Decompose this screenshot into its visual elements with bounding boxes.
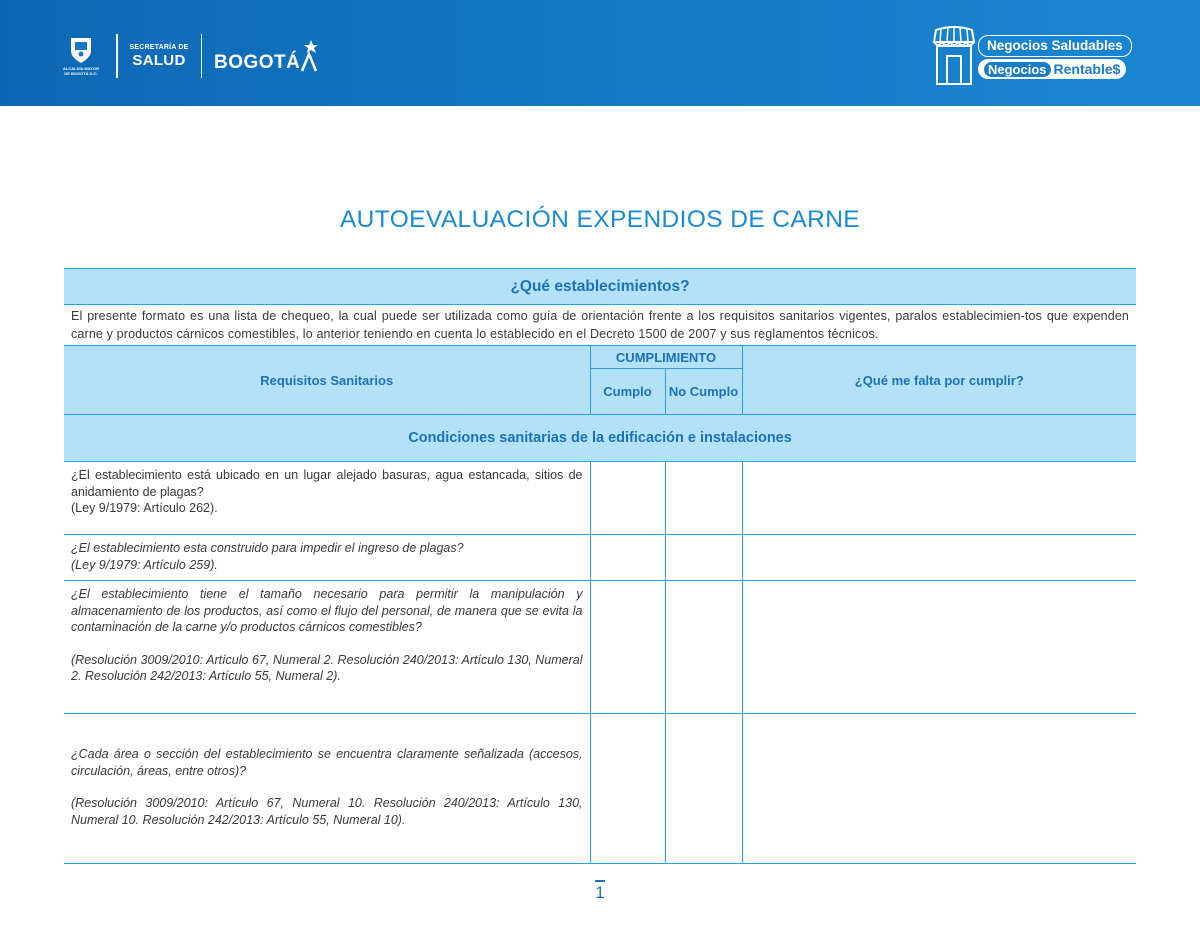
page-number-bar: [595, 880, 605, 882]
cumplo-cell[interactable]: [590, 581, 665, 714]
store-icon: [932, 26, 976, 86]
falta-cell[interactable]: [742, 714, 1136, 864]
page-number-value: 1: [595, 882, 605, 902]
secretaria-salud-logo: [130, 44, 189, 69]
col-falta-header: ¿Qué me falta por cumplir?: [742, 346, 1136, 415]
col-cumplimiento-header: CUMPLIMIENTO: [590, 346, 742, 369]
no-cumplo-cell[interactable]: [665, 714, 742, 864]
table-row: [64, 581, 1136, 714]
brand-line2-a: Negocios: [984, 62, 1051, 77]
cumplo-cell[interactable]: [590, 535, 665, 581]
cumplo-cell[interactable]: [590, 462, 665, 535]
col-cumplo-header: Cumplo: [590, 369, 665, 415]
government-logos: [58, 30, 320, 82]
falta-cell[interactable]: [742, 535, 1136, 581]
requirement-cell: [64, 581, 590, 714]
requirement-cell: [64, 714, 590, 864]
checklist-table: [64, 268, 1136, 864]
falta-cell[interactable]: [742, 462, 1136, 535]
page-header: [0, 0, 1200, 106]
requirement-cell: [64, 535, 590, 581]
secretaria-label: SECRETARÍA DE: [129, 43, 189, 51]
bogota-logo: [214, 38, 320, 74]
section-title: Condiciones sanitarias de la edificación e instalaciones: [64, 415, 1136, 462]
table-row: [64, 462, 1136, 535]
falta-cell[interactable]: [742, 581, 1136, 714]
no-cumplo-cell[interactable]: [665, 581, 742, 714]
page-number: [590, 880, 610, 903]
requirement-reference: (Resolución 3009/2010: Artículo 67, Numeral 10. Resolución 240/2013: Artículo 130, Numeral 10. Resolución 242/2013: Artículo 55, Numeral 10).: [71, 796, 583, 827]
negocios-saludables-logo: [932, 26, 1142, 90]
brand-line2-b: Rentable$: [1053, 61, 1121, 77]
brand-line1: Negocios Saludables: [978, 35, 1132, 57]
shield-text-line2: DE BOGOTÁ D.C.: [64, 71, 98, 76]
logo-divider: [116, 34, 118, 78]
bogota-label: BOGOTÁ: [214, 52, 301, 73]
col-requisitos-header: Requisitos Sanitarios: [64, 346, 590, 415]
requirement-question: ¿El establecimiento está ubicado en un lugar alejado basuras, agua estancada, sitios de anidamiento de plagas?: [71, 468, 583, 499]
requirement-reference: (Ley 9/1979: Artículo 259).: [71, 557, 218, 572]
requirement-question: ¿El establecimiento esta construido para impedir el ingreso de plagas?: [71, 541, 464, 555]
no-cumplo-cell[interactable]: [665, 535, 742, 581]
requirement-cell: [64, 462, 590, 535]
requirement-question: ¿El establecimiento tiene el tamaño necesario para permitir la manipulación y almacenamiento de los productos, así como el flujo del personal, de manera que se evita la contaminación de la carne y/o productos cárnicos comestibles?: [71, 587, 583, 634]
salud-label: SALUD: [132, 51, 186, 69]
requirement-question: ¿Cada área o sección del establecimiento se encuentra claramente señalizada (accesos, circulación, áreas, entre otros)?: [71, 747, 583, 778]
no-cumplo-cell[interactable]: [665, 462, 742, 535]
requirement-reference: (Resolución 3009/2010: Artículo 67, Numeral 2. Resolución 240/2013: Artículo 130, Numeral 2. Resolución 242/2013: Artículo 55, Numeral 2).: [71, 652, 583, 683]
shield-text-line1: ALCALDÍA MAYOR: [63, 66, 99, 71]
bogota-shield-logo: [58, 36, 104, 76]
brand-line2: [978, 59, 1126, 79]
cumplo-cell[interactable]: [590, 714, 665, 864]
col-no-cumplo-header: No Cumplo: [665, 369, 742, 415]
star-icon: [298, 38, 320, 72]
question-header: ¿Qué establecimientos?: [64, 269, 1136, 305]
page-title: AUTOEVALUACIÓN EXPENDIOS DE CARNE: [339, 206, 861, 233]
requirement-reference: (Ley 9/1979: Artículo 262).: [71, 501, 218, 515]
table-row: [64, 535, 1136, 581]
intro-text: El presente formato es una lista de chequeo, la cual puede ser utilizada como guía de orientación frente a los requisitos sanitarios vigentes, paralos establecimien-tos que expenden carne y productos cárnicos comestibles, lo anterior teniendo en cuenta lo establecido en el Decreto 1500 de 2007 y sus reglamentos técnicos.: [64, 305, 1136, 346]
table-row: [64, 714, 1136, 864]
logo-divider: [201, 34, 203, 78]
